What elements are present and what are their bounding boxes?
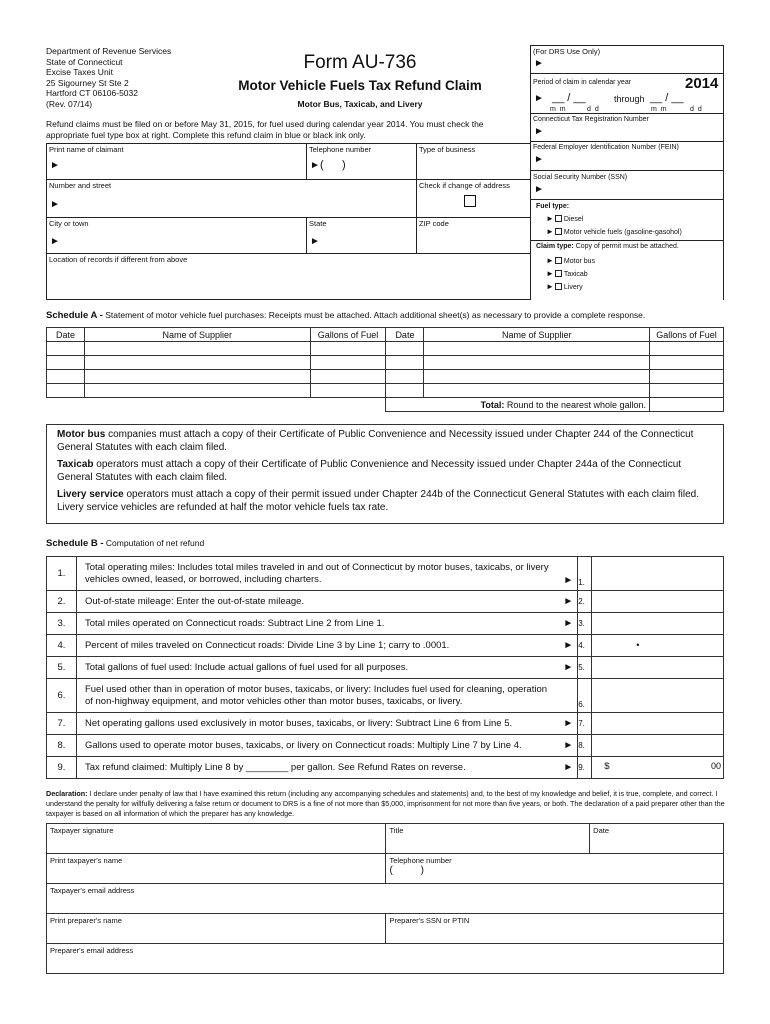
col-gallons: Gallons of Fuel (310, 328, 386, 342)
arrow-icon: ► (546, 256, 554, 265)
arrow-icon: ► (563, 596, 574, 607)
arrow-icon: ► (546, 269, 554, 278)
fuel-diesel-option[interactable] (546, 214, 583, 223)
table-row (47, 635, 724, 657)
date-field[interactable] (590, 824, 724, 854)
arrow-icon: ► (50, 199, 60, 210)
title-field[interactable] (386, 824, 590, 854)
line-num: 2. (47, 591, 77, 613)
line-4-amount[interactable] (592, 635, 724, 657)
line-ref: 5. (578, 657, 592, 679)
line-ref: 8. (578, 735, 592, 757)
dept-line: Excise Taxes Unit (46, 67, 113, 78)
table-row[interactable] (47, 384, 724, 398)
line-desc (76, 635, 577, 657)
claim-type-label: Claim type: (536, 243, 574, 250)
line-7-amount[interactable] (592, 713, 724, 735)
table-row (47, 613, 724, 635)
note-taxicab (57, 459, 713, 484)
claimant-name-label: Print name of claimant (49, 145, 124, 154)
line-num: 1. (47, 557, 77, 591)
claim-taxi-option[interactable] (546, 269, 588, 278)
period-end-dd: d d (690, 106, 703, 113)
records-location-label: Location of records if different from above (49, 255, 188, 264)
line-1-amount[interactable] (592, 557, 724, 591)
date-label: Date (593, 826, 610, 835)
note-taxicab-label: Taxicab (57, 459, 94, 471)
schedule-a-header-row (47, 328, 724, 342)
arrow-icon: ► (563, 718, 574, 729)
telephone-label: Telephone number (389, 856, 452, 865)
taxpayer-signature-field[interactable] (47, 824, 386, 854)
arrow-icon: ► (534, 58, 544, 69)
line-ref: 3. (578, 613, 592, 635)
line-8-amount[interactable] (592, 735, 724, 757)
note-motor-bus (57, 429, 713, 454)
line-num: 6. (47, 679, 77, 713)
table-row (47, 735, 724, 757)
note-livery-text: operators must attach a copy of their permit issued under Chapter 244b of the Connecticut General Statutes with each claim filed. Livery service vehicles are refunded at half the motor vehicle fuels tax rate. (57, 489, 700, 513)
claim-livery-option[interactable] (546, 282, 583, 291)
telephone-label: Telephone number (309, 145, 372, 154)
line-desc (76, 557, 577, 591)
note-motor-bus-text: companies must attach a copy of their Certificate of Public Convenience and Necessity issued under Chapter 244 of the Connecticut General Statutes with each claim filed. (57, 429, 694, 453)
arrow-icon: ► (546, 227, 554, 236)
period-through: through (614, 94, 645, 104)
arrow-icon: ► (563, 662, 574, 673)
taxpayer-email-label: Taxpayer's email address (50, 886, 135, 895)
arrow-icon: ► (50, 236, 60, 247)
telephone-paren: ( ) (389, 865, 424, 876)
fein-label: Federal Employer Identification Number (FEIN) (533, 144, 679, 151)
state-label: State (309, 219, 327, 228)
change-address-field (416, 179, 530, 217)
dept-line: Department of Revenue Services (46, 46, 172, 56)
line-desc-text: Total operating miles: Includes total miles traveled in and out of Connecticut by motor buses, taxicabs, or livery vehicles owned, leased, or borrowed, including charters. (84, 561, 549, 585)
line-num: 3. (47, 613, 77, 635)
total-gallons-field[interactable] (650, 398, 724, 412)
table-row (47, 657, 724, 679)
arrow-icon: ► (563, 640, 574, 651)
table-row (47, 757, 724, 779)
street-field[interactable] (46, 179, 416, 217)
line-desc-text: Percent of miles traveled on Connecticut roads: Divide Line 3 by Line 1; carry to .0001. (84, 640, 450, 651)
line-ref: 9. (578, 757, 592, 779)
arrow-icon: ► (534, 154, 544, 165)
notes-box (46, 424, 724, 524)
claimant-grid (46, 143, 530, 300)
arrow-icon: ► (534, 126, 544, 137)
claimant-name-field[interactable] (46, 143, 306, 179)
line-desc-text: Out-of-state mileage: Enter the out-of-state mileage. (84, 596, 305, 607)
cents: 00 (710, 761, 721, 771)
line-ref: 2. (578, 591, 592, 613)
line-2-amount[interactable] (592, 591, 724, 613)
telephone-paren: ( ) (320, 159, 346, 171)
line-9-amount[interactable] (592, 757, 724, 779)
change-address-checkbox[interactable] (464, 195, 476, 207)
period-year: 2014 (685, 75, 719, 92)
table-row[interactable] (47, 356, 724, 370)
dept-line: Hartford CT 06106-5032 (46, 88, 138, 99)
line-num: 7. (47, 713, 77, 735)
drs-box: (For DRS Use Only) ► Period of claim in calendar year 2014 ► __ / __ through __ / __ m m d d m m d d Connecticut Tax Registration Number ► Federal Employer Identification Number (FEIN) ► Social Security Number (SSN) ► Fuel type: ► Diesel ► Motor vehicle fuels (gasoline-gasohol) Claim type: Copy of permit must be attached. ► Motor bus ► Taxicab ► Livery (530, 45, 724, 300)
city-field[interactable] (46, 217, 306, 253)
records-location-field[interactable] (46, 253, 530, 299)
line-ref: 4. (578, 635, 592, 657)
telephone-field[interactable] (306, 143, 416, 179)
bus-checkbox[interactable] (555, 257, 562, 264)
declaration (46, 789, 726, 819)
declaration-text: I declare under penalty of law that I have examined this return (including any accompanying schedules and statements) and, to the best of my knowledge and belief, it is true, complete, and correct. I understand the penalty for willfully delivering a false return or document to DRS is a fine of not more than $5,000, imprisonment for not more than five years, or both. The declaration of a paid preparer other than the taxpayer is based on all information of which the preparer has any knowledge. (46, 789, 725, 818)
taxi-checkbox[interactable] (555, 270, 562, 277)
business-type-label: Type of business (419, 145, 476, 154)
line-desc-text: Fuel used other than in operation of motor buses, taxicabs, or livery: Includes fuel used for cleaning, operation of non-highway equipment, and motor vehicles other than motor buses, taxicabs, or livery. (84, 683, 548, 707)
table-row[interactable] (47, 370, 724, 384)
diesel-label: Diesel (563, 216, 584, 223)
schedule-a-title: Schedule A - (46, 310, 103, 321)
total-row (47, 398, 724, 412)
form-subsubtitle: Motor Bus, Taxicab, and Livery (297, 99, 423, 109)
fuel-gas-option[interactable] (546, 227, 682, 236)
ssn-label: Social Security Number (SSN) (533, 174, 628, 181)
fuel-type-label: Fuel type: (536, 203, 570, 210)
form-subtitle: Motor Vehicle Fuels Tax Refund Claim (238, 78, 482, 93)
arrow-icon: ► (563, 618, 574, 629)
total-note: Round to the nearest whole gallon. (506, 399, 647, 410)
period-start-mm: m m (550, 106, 567, 113)
gas-label: Motor vehicle fuels (gasoline-gasohol) (563, 229, 682, 236)
line-ref: 7. (578, 713, 592, 735)
arrow-icon: ► (310, 160, 320, 171)
claim-type-row (536, 243, 679, 250)
schedule-a-table (46, 327, 724, 412)
col-date: Date (47, 328, 85, 342)
line-desc-text: Total miles operated on Connecticut roads: Subtract Line 2 from Line 1. (84, 618, 385, 629)
arrow-icon: ► (310, 236, 320, 247)
table-row (47, 679, 724, 713)
table-row (47, 591, 724, 613)
preparer-email-field[interactable] (47, 944, 724, 974)
line-ref: 6. (578, 679, 592, 713)
schedule-a-heading (46, 310, 645, 321)
schedule-b-title: Schedule B - (46, 538, 104, 549)
line-num: 8. (47, 735, 77, 757)
period-start-dd: d d (587, 106, 600, 113)
taxpayer-name-field[interactable] (47, 854, 386, 884)
line-num: 4. (47, 635, 77, 657)
livery-label: Livery (563, 284, 583, 291)
arrow-icon: ► (546, 214, 554, 223)
line-desc (76, 713, 577, 735)
diesel-checkbox[interactable] (555, 215, 562, 222)
dept-address (46, 46, 171, 110)
gas-checkbox[interactable] (555, 228, 562, 235)
taxpayer-email-field[interactable] (47, 884, 724, 914)
line-desc (76, 591, 577, 613)
ct-reg-field[interactable] (530, 125, 724, 141)
zip-label: ZIP code (419, 219, 449, 228)
note-livery-label: Livery service (57, 489, 124, 501)
col-date: Date (386, 328, 424, 342)
form-title: Form AU-736 (303, 52, 417, 73)
schedule-b-heading (46, 538, 204, 549)
ssn-field[interactable] (530, 183, 724, 199)
note-motor-bus-label: Motor bus (57, 429, 106, 440)
line-desc-text: Tax refund claimed: Multiply Line 8 by ________ per gallon. See Refund Rates on reverse. (84, 762, 466, 773)
drs-use-only: (For DRS Use Only) (533, 47, 601, 56)
line-3-amount[interactable] (592, 613, 724, 635)
claim-bus-option[interactable] (546, 256, 595, 265)
state-field[interactable] (306, 217, 416, 253)
signature-table (46, 823, 724, 974)
arrow-icon: ► (534, 93, 544, 104)
preparer-ssn-field[interactable] (386, 914, 724, 944)
telephone-field[interactable] (386, 854, 724, 884)
claim-type-note: Copy of permit must be attached. (575, 243, 679, 250)
line-num: 5. (47, 657, 77, 679)
line-desc (76, 657, 577, 679)
arrow-icon: ► (563, 762, 574, 773)
arrow-icon: ► (563, 575, 574, 586)
dept-line: 25 Sigourney St Ste 2 (46, 77, 129, 88)
line-5-amount[interactable] (592, 657, 724, 679)
dept-line: State of Connecticut (46, 56, 123, 67)
line-desc-text: Total gallons of fuel used: Include actual gallons of fuel used for all purposes. (84, 662, 409, 673)
line-ref: 1. (578, 557, 592, 591)
line-6-amount[interactable] (592, 679, 724, 713)
line-desc (76, 757, 577, 779)
instructions: Refund claims must be filed on or before May 31, 2015, for fuel used during calendar year 2014. You must check the appropriate fuel type box at right. Complete this refund claim in blue or black ink only. (46, 119, 484, 140)
fein-field[interactable] (530, 153, 724, 169)
arrow-icon: ► (563, 740, 574, 751)
line-desc (76, 679, 577, 713)
col-supplier: Name of Supplier (424, 328, 650, 342)
period-label: Period of claim in calendar year (533, 79, 632, 86)
taxpayer-signature-label: Taxpayer signature (50, 826, 114, 835)
table-row[interactable] (47, 342, 724, 356)
preparer-name-field[interactable] (47, 914, 386, 944)
revision: (Rev. 07/14) (46, 98, 93, 109)
note-taxicab-text: operators must attach a copy of their Certificate of Public Convenience and Necessity issued under Chapter 244a of the Connecticut General Statutes with each claim filed. (57, 459, 682, 483)
arrow-icon: ► (546, 282, 554, 291)
arrow-icon: ► (50, 160, 60, 171)
line-desc-text: Gallons used to operate motor buses, taxicabs, or livery on Connecticut roads: Multiply Line 7 by Line 4. (84, 740, 522, 751)
col-gallons: Gallons of Fuel (650, 328, 724, 342)
period-end-mm: m m (651, 106, 668, 113)
ct-reg-label: Connecticut Tax Registration Number (533, 116, 649, 123)
line-desc (76, 735, 577, 757)
taxi-label: Taxicab (563, 271, 588, 278)
col-supplier: Name of Supplier (84, 328, 310, 342)
declaration-label: Declaration: (46, 789, 88, 798)
city-label: City or town (49, 219, 89, 228)
preparer-email-label: Preparer's email address (50, 946, 134, 955)
business-type-field[interactable] (416, 143, 530, 179)
line-desc-text: Net operating gallons used exclusively in motor buses, taxicabs, or livery: Subtract Line 6 from Line 5. (84, 718, 513, 729)
arrow-icon: ► (534, 184, 544, 195)
note-livery (57, 489, 713, 514)
line-num: 9. (47, 757, 77, 779)
schedule-b-desc: Computation of net refund (105, 538, 205, 548)
dollar-sign: $ (604, 761, 610, 772)
line-desc (76, 613, 577, 635)
livery-checkbox[interactable] (555, 283, 562, 290)
schedule-a-desc: Statement of motor vehicle fuel purchases: Receipts must be attached. Attach additional sheet(s) as necessary to provide a complete response. (105, 310, 646, 320)
total-label: Total: (480, 399, 505, 410)
zip-field[interactable] (416, 217, 530, 253)
decimal-point: • (636, 640, 640, 650)
table-row (47, 713, 724, 735)
preparer-name-label: Print preparer's name (50, 916, 122, 925)
title-label: Title (389, 826, 404, 835)
schedule-b-table (46, 556, 724, 779)
bus-label: Motor bus (563, 258, 596, 265)
street-label: Number and street (49, 181, 112, 190)
taxpayer-name-label: Print taxpayer's name (50, 856, 123, 865)
change-address-label: Check if change of address (419, 181, 510, 190)
table-row (47, 557, 724, 591)
preparer-ssn-label: Preparer's SSN or PTIN (389, 916, 470, 925)
